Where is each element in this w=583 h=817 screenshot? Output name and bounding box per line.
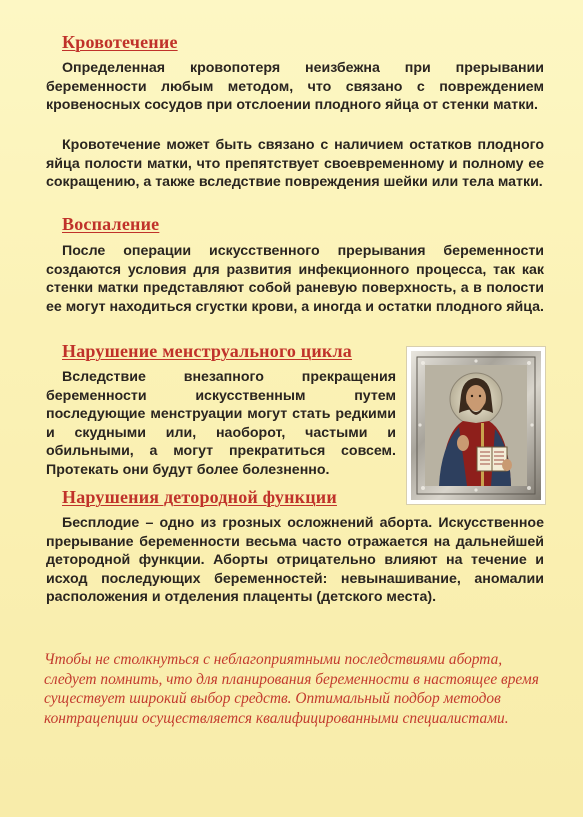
orthodox-icon-image	[407, 347, 545, 504]
heading-reproductive: Нарушения детородной функции	[62, 487, 337, 507]
heading-bleeding: Кровотечение	[62, 32, 178, 52]
paragraph-menstrual: Вследствие внезапного прекращения беременности искусственным путем последующие менструации могут стать редкими и скудными или, наоборот, частыми и обильными, а могут прекратиться совсем. Протекать они будут более болезненно.	[46, 369, 396, 478]
heading-inflammation: Воспаление	[62, 214, 160, 234]
paragraph-bleeding-1: Определенная кровопотеря неизбежна при прерывании беременности любым методом, что связано с повреждением кровеносных сосудов при отслоении плодного яйца от стенки матки.	[46, 60, 544, 114]
paragraph-reproductive: Бесплодие – одно из грозных осложнений аборта. Искусственное прерывание беременности весьма часто отражается на дальнейшей детородной функции. Аборты отрицательно влияют на течение и исход последующих беременностей: невынашивание, аномалии расположения и отделения плаценты (детского места).	[46, 515, 544, 606]
heading-menstrual: Нарушение менструального цикла	[62, 341, 352, 361]
paragraph-bleeding-2: Кровотечение может быть связано с наличием остатков плодного яйца полости матки, что препятствует своевременному и полному ее сокращению, а также вследствие повреждения шейки или тела матки.	[46, 137, 544, 191]
christ-pantocrator-icon	[411, 351, 541, 500]
closing-note: Чтобы не столкнуться с неблагоприятными последствиями аборта, следует помнить, что для планирования беременности в настоящее время существует широкий выбор средств. Оптимальный подбор методов контрацепции осуществляется квалифицированными специалистами.	[44, 651, 539, 727]
paragraph-inflammation: После операции искусственного прерывания беременности создаются условия для развития инфекционного процесса, так как стенки матки представляют собой раневую поверхность, а в полости ее могут находиться сгустки крови, а иногда и остатки плодного яйца.	[46, 243, 544, 315]
